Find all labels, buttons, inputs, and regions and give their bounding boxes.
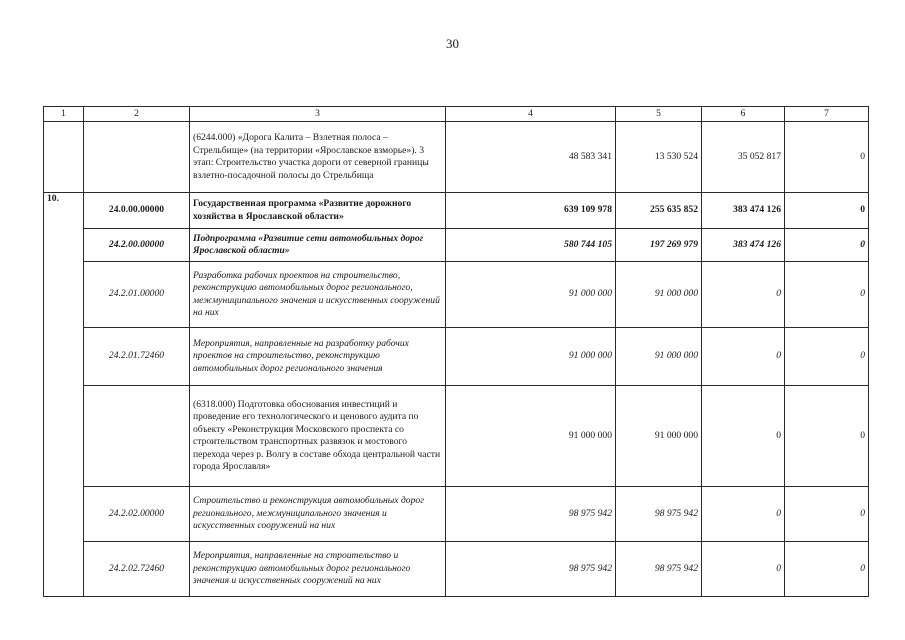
amount-col5: 91 000 000	[616, 386, 702, 487]
code-cell: 24.2.01.00000	[84, 262, 190, 328]
column-header-6: 6	[702, 107, 785, 122]
amount-col4: 91 000 000	[446, 328, 616, 386]
page-number: 30	[446, 36, 459, 51]
amount-col4: 98 975 942	[446, 542, 616, 597]
amount-col7: 0	[785, 229, 869, 262]
column-header-1: 1	[44, 107, 84, 122]
amount-col4: 98 975 942	[446, 487, 616, 542]
table-header-row	[44, 107, 869, 122]
amount-col6: 35 052 817	[702, 122, 785, 193]
code-cell: 24.2.01.72460	[84, 328, 190, 386]
name-cell: (6318.000) Подготовка обоснования инвестиций и проведение его технологического и ценового аудита по объекту «Реконструкция Московского проспекта со строительством транспортных развязок и мостового перехода через р. Волгу в составе обхода центральной части города Ярославля»	[190, 386, 446, 487]
table-row	[44, 262, 869, 328]
amount-col6: 0	[702, 328, 785, 386]
table-row	[44, 386, 869, 487]
amount-col6: 383 474 126	[702, 229, 785, 262]
amount-col5: 13 530 524	[616, 122, 702, 193]
table-row	[44, 193, 869, 229]
amount-col5: 197 269 979	[616, 229, 702, 262]
name-cell: Подпрограмма «Развитие сети автомобильных дорог Ярославской области»	[190, 229, 446, 262]
amount-col5: 91 000 000	[616, 328, 702, 386]
name-cell: (6244.000) «Дорога Калита – Взлетная полоса – Стрельбище» (на территории «Ярославское взморье»). 3 этап: Строительство участка дороги от северной границы взлетно-посадочной полосы до Стрельбища	[190, 122, 446, 193]
amount-col5: 255 635 852	[616, 193, 702, 229]
column-header-7: 7	[785, 107, 869, 122]
code-cell: 24.2.02.00000	[84, 487, 190, 542]
table-row	[44, 229, 869, 262]
row-number-cell	[44, 122, 84, 193]
column-header-2: 2	[84, 107, 190, 122]
code-cell: 24.2.00.00000	[84, 229, 190, 262]
amount-col4: 91 000 000	[446, 262, 616, 328]
table-row	[44, 487, 869, 542]
budget-table	[43, 106, 869, 597]
amount-col7: 0	[785, 542, 869, 597]
column-header-4: 4	[446, 107, 616, 122]
amount-col7: 0	[785, 193, 869, 229]
amount-col7: 0	[785, 487, 869, 542]
amount-col6: 0	[702, 487, 785, 542]
amount-col4: 580 744 105	[446, 229, 616, 262]
code-cell: 24.0.00.00000	[84, 193, 190, 229]
amount-col7: 0	[785, 262, 869, 328]
amount-col5: 98 975 942	[616, 487, 702, 542]
table-row	[44, 328, 869, 386]
name-cell: Строительство и реконструкция автомобильных дорог регионального, межмуниципального значения и искусственных сооружений на них	[190, 487, 446, 542]
table-row	[44, 542, 869, 597]
column-header-3: 3	[190, 107, 446, 122]
amount-col7: 0	[785, 386, 869, 487]
amount-col6: 0	[702, 262, 785, 328]
name-cell: Мероприятия, направленные на разработку рабочих проектов на строительство, реконструкцию автомобильных дорог регионального значения	[190, 328, 446, 386]
amount-col5: 91 000 000	[616, 262, 702, 328]
row-number-cell: 10.	[44, 193, 84, 597]
code-cell: 24.2.02.72460	[84, 542, 190, 597]
name-cell: Государственная программа «Развитие дорожного хозяйства в Ярославской области»	[190, 193, 446, 229]
column-header-5: 5	[616, 107, 702, 122]
amount-col7: 0	[785, 122, 869, 193]
amount-col4: 639 109 978	[446, 193, 616, 229]
amount-col7: 0	[785, 328, 869, 386]
amount-col6: 0	[702, 542, 785, 597]
code-cell	[84, 122, 190, 193]
amount-col5: 98 975 942	[616, 542, 702, 597]
amount-col6: 383 474 126	[702, 193, 785, 229]
amount-col4: 91 000 000	[446, 386, 616, 487]
code-cell	[84, 386, 190, 487]
name-cell: Разработка рабочих проектов на строительство, реконструкцию автомобильных дорог регионального, межмуниципального значения и искусственных сооружений на них	[190, 262, 446, 328]
amount-col4: 48 583 341	[446, 122, 616, 193]
amount-col6: 0	[702, 386, 785, 487]
table-row	[44, 122, 869, 193]
name-cell: Мероприятия, направленные на строительство и реконструкцию автомобильных дорог регионального значения и искусственных сооружений на них	[190, 542, 446, 597]
